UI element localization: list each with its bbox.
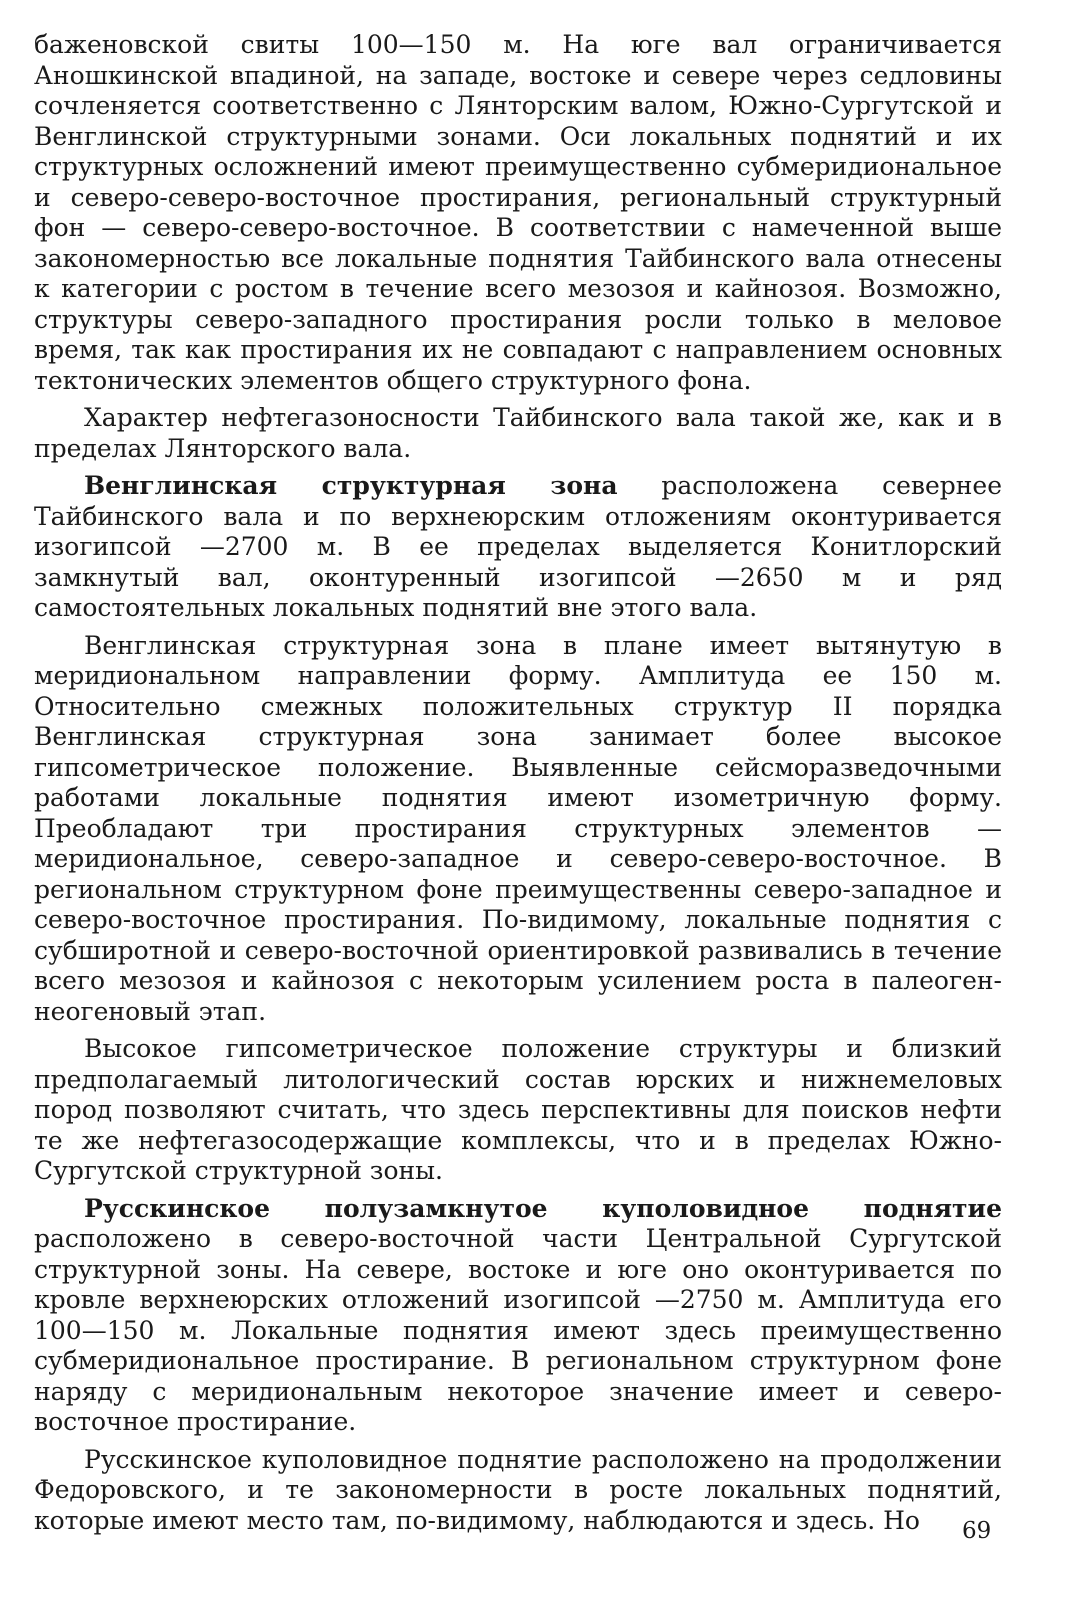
paragraph-7-text: Русскинское куполовидное поднятие расположено на продолжении Федоровского, и те закономерности в росте локальных поднятий, которые имеют место там, по-видимому, наблюдаются и здесь. Но [34,1444,1002,1535]
section-heading-venglinskaya: Венглинская структурная зона [84,471,618,500]
paragraph-3-text: расположена севернее Тайбинского вала и по верхнеюрским отложениям оконтуривается изогипсой —2700 м. В ее пределах выделяется Конитлорский замкнутый вал, оконтуренный изогипсой —2650 м и ряд самостоятельных локальных поднятий вне этого вала. [34,471,1002,622]
section-heading-russkinskoe: Русскинское полузамкнутое куполовидное поднятие [84,1193,1002,1223]
paragraph-5 [34,1034,1002,1187]
paragraph-5-text: Высокое гипсометрическое положение структуры и близкий предполагаемый литологический состав юрских и нижнемеловых пород позволяют считать, что здесь перспективны для поисков нефти те же нефтегазосодержащие комплексы, что и в пределах Южно-Сургутской структурной зоны. [34,1034,1002,1185]
paragraph-2-text: Характер нефтегазоносности Тайбинского вала такой же, как и в пределах Лянторского вала. [34,403,1002,463]
page-number: 69 [962,1518,992,1544]
paragraph-1-text: баженовской свиты 100—150 м. На юге вал ограничивается Аношкинской впадиной, на западе, востоке и севере через седловины сочленяется соответственно с Лянторским валом, Южно-Сургутской и Венглинской структурными зонами. Оси локальных поднятий и их структурных осложнений имеют преимущественно субмеридиональное и северо-северо-восточное простирания, региональный структурный фон — северо-северо-восточное. В соответствии с намеченной выше закономерностью все локальные поднятия Тайбинского вала отнесены к категории с ростом в течение всего мезозоя и кайнозоя. Возможно, структуры северо-западного простирания росли только в меловое время, так как простирания их не совпадают с направлением основных тектонических элементов общего структурного фона. [34,30,1002,395]
paragraph-3 [34,471,1002,624]
paragraph-6 [34,1194,1002,1438]
page-body [34,30,1002,1543]
paragraph-2 [34,403,1002,464]
paragraph-7 [34,1445,1002,1537]
paragraph-1 [34,30,1002,396]
paragraph-6-text: расположено в северо-восточной части Центральной Сургутской структурной зоны. На севере, востоке и юге оно оконтуривается по кровле верхнеюрских отложений изогипсой —2750 м. Амплитуда его 100—150 м. Локальные поднятия имеют здесь преимущественно субмеридиональное простирание. В региональном структурном фоне наряду с меридиональным некоторое значение имеет и северо-восточное простирание. [34,1224,1002,1436]
paragraph-4-text: Венглинская структурная зона в плане имеет вытянутую в меридиональном направлении форму. Амплитуда ее 150 м. Относительно смежных положительных структур II порядка Венглинская структурная зона занимает более высокое гипсометрическое положение. Выявленные сейсморазведочными работами локальные поднятия имеют изометричную форму. Преобладают три простирания структурных элементов — меридиональное, северо-западное и северо-северо-восточное. В региональном структурном фоне преимущественны северо-западное и северо-восточное простирания. По-видимому, локальные поднятия с субширотной и северо-восточной ориентировкой развивались в течение всего мезозоя и кайнозоя с некоторым усилением роста в палеоген-неогеновый этап. [34,630,1002,1026]
paragraph-4 [34,631,1002,1028]
